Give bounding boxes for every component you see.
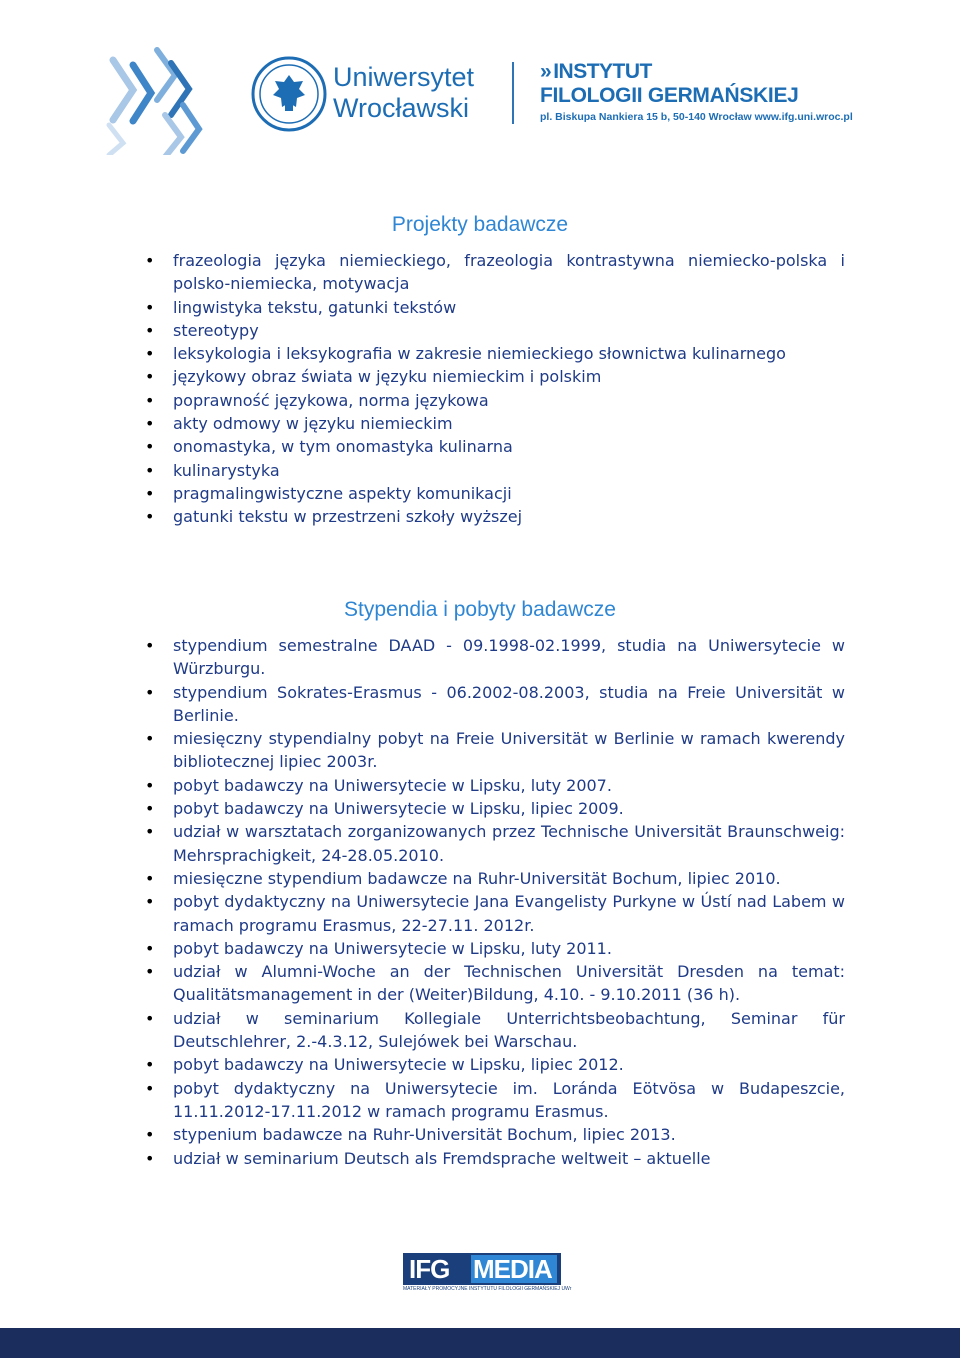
logo-media-text: MEDIA [473,1254,552,1284]
page-header [0,0,960,160]
list-item: • stypenium badawcze na Ruhr-Universität Bochum, lipiec 2013. [145,1123,845,1146]
institute-title [540,60,652,84]
list-item: • stereotypy [145,319,845,342]
list-item: • stypendium Sokrates-Erasmus - 06.2002-08.2003, studia na Freie Universität w Berlinie. [145,681,845,728]
chevron-decoration-icon [105,45,205,155]
list-item: • pobyt dydaktyczny na Uniwersytecie im. Loránda Eötvösa w Budapeszcie, 11.11.2012-17.11.2012 w ramach programu Erasmus. [145,1077,845,1124]
footer-bar [0,1328,960,1358]
list-item: • miesięczny stypendialny pobyt na Freie Universität w Berlinie w ramach kwerendy bibliotecznej lipiec 2003r. [145,727,845,774]
list-item: • pobyt dydaktyczny na Uniwersytecie Jana Evangelisty Purkyne w Ústí nad Labem w ramach programu Erasmus, 22-27.11. 2012r. [145,890,845,937]
list-item: • pobyt badawczy na Uniwersytecie w Lipsku, luty 2011. [145,937,845,960]
header-divider [512,62,514,124]
list-item: • stypendium semestralne DAAD - 09.1998-02.1999, studia na Uniwersytecie w Würzburgu. [145,634,845,681]
list-item: • udział w seminarium Kollegiale Unterrichtsbeobachtung, Seminar für Deutschlehrer, 2.-4.3.12, Sulejówek bei Warschau. [145,1007,845,1054]
list-item: • pragmalingwistyczne aspekty komunikacji [145,482,845,505]
list-item: • poprawność językowa, norma językowa [145,389,845,412]
institute-title-line1: INSTYTUT [553,60,652,83]
list-item: • udział w Alumni-Woche an der Technischen Universität Dresden na temat: Qualitätsmanagement in der (Weiter)Bildung, 4.10. - 9.10.2011 (36 h). [145,960,845,1007]
logo-ifg-text: IFG [409,1254,450,1284]
list-item: • udział w seminarium Deutsch als Fremdsprache weltweit – aktuelle [145,1147,845,1170]
list-item: • akty odmowy w języku niemieckim [145,412,845,435]
list-item: • lingwistyka tekstu, gatunki tekstów [145,296,845,319]
scholarships-list [145,634,845,1170]
list-item: • gatunki tekstu w przestrzeni szkoły wyższej [145,505,845,528]
ifg-media-logo [403,1253,572,1293]
double-chevron-icon: » [540,60,552,83]
list-item: • kulinarystyka [145,459,845,482]
section-title-scholarships: Stypendia i pobyty badawcze [343,598,616,621]
list-item: • udział w warsztatach zorganizowanych przez Technische Universität Braunschweig: Mehrsprachigkeit, 24-28.05.2010. [145,820,845,867]
institute-address: pl. Biskupa Nankiera 15 b, 50-140 Wrocław www.ifg.uni.wroc.pl [540,111,853,123]
list-item: • językowy obraz świata w języku niemieckim i polskim [145,365,845,388]
list-item: • pobyt badawczy na Uniwersytecie w Lipsku, lipiec 2012. [145,1053,845,1076]
list-item: • miesięczne stypendium badawcze na Ruhr-Universität Bochum, lipiec 2010. [145,867,845,890]
section-title-research-projects: Projekty badawcze [391,213,569,236]
university-seal-icon [250,55,328,133]
university-name [333,62,474,124]
list-item: • frazeologia języka niemieckiego, frazeologia kontrastywna niemiecko-polska i polsko-niemiecka, motywacja [145,249,845,296]
research-projects-list [145,249,845,529]
university-name-line2: Wrocławski [333,93,470,123]
logo-tagline: MATERIAŁY PROMOCYJNE INSTYTUTU FILOLOGII GERMAŃSKIEJ UWr [403,1286,572,1292]
institute-title-line2: FILOLOGII GERMAŃSKIEJ [540,84,799,107]
list-item: • leksykologia i leksykografia w zakresie niemieckiego słownictwa kulinarnego [145,342,845,365]
university-name-line1: Uniwersytet [333,62,475,92]
list-item: • onomastyka, w tym onomastyka kulinarna [145,435,845,458]
logo-media-box [471,1255,557,1283]
list-item: • pobyt badawczy na Uniwersytecie w Lipsku, luty 2007. [145,774,845,797]
list-item: • pobyt badawczy na Uniwersytecie w Lipsku, lipiec 2009. [145,797,845,820]
